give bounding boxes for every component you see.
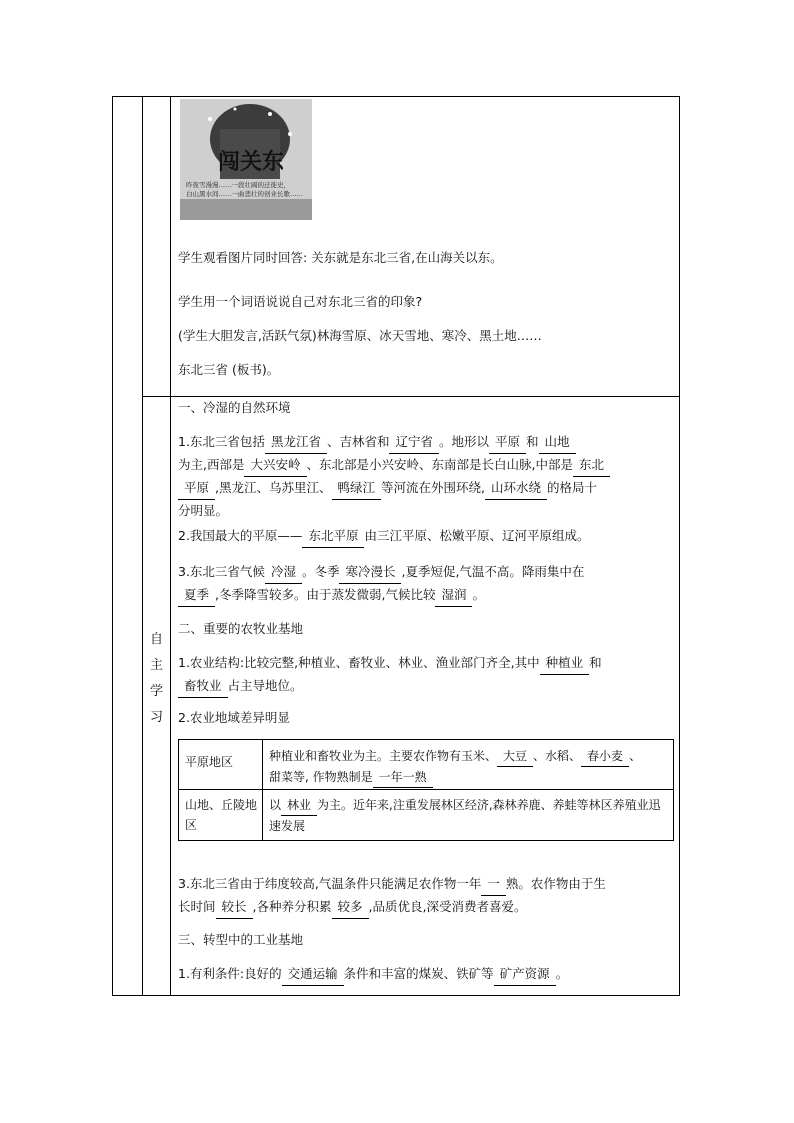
region-desc-plain: 种植业和畜牧业为主。主要农作物有玉米、 大豆 、水稻、 春小麦 、 甜菜等, 作物熟制是 一年一熟: [262, 740, 673, 789]
lesson-table: [112, 96, 680, 996]
section-2-title: 二、重要的农牧业基地: [178, 621, 304, 636]
section-1-para-2: 2.我国最大的平原—— 东北平原 由三江平原、松嫩平原、辽河平原组成。: [178, 525, 674, 548]
section-3-title: 三、转型中的工业基地: [178, 932, 304, 947]
section-2-para-2: 2.农业地域差异明显: [178, 710, 290, 725]
poster-caption: 白山黑水间……一曲悲壮的创业长歌……: [186, 190, 303, 198]
poster-image: [180, 99, 312, 220]
region-label-hill: 山地、丘陵地区: [185, 798, 258, 832]
region-desc-hill: 以 林业 为主。近年来,注重发展林区经济,森林养鹿、养蛙等林区养殖业迅速发展: [262, 789, 673, 840]
agriculture-region-table: [178, 739, 674, 841]
section-1-para-3: 3.东北三省气候 冷湿 。冬季 寒冷漫长 ,夏季短促,气温不高。降雨集中在 夏季 ,冬季降雪较多。由于蒸发微弱,气候比较 湿润 。: [178, 561, 674, 607]
intro-line-1: 学生观看图片同时回答: 关东就是东北三省,在山海关以东。: [178, 250, 503, 265]
side-label: 自 主 学 习: [149, 632, 163, 725]
intro-line-3: (学生大胆发言,活跃气氛)林海雪原、冰天雪地、寒冷、黑土地……: [178, 328, 542, 343]
column-divider: [142, 97, 143, 995]
section-3-para-1: 1.有利条件:良好的 交通运输 条件和丰富的煤炭、铁矿等 矿产资源 。: [178, 963, 674, 986]
section-2-para-1: 1.农业结构:比较完整,种植业、畜牧业、林业、渔业部门齐全,其中 种植业 和 畜牧业 占主导地位。: [178, 652, 674, 698]
poster-caption: 昨夜雪漫漫……一段壮阔的迁徙史，: [186, 181, 290, 189]
section-1-title: 一、冷湿的自然环境: [178, 400, 291, 415]
poster-title: 闯关东: [218, 149, 285, 175]
section-1-para-1: 1.东北三省包括 黑龙江省 、吉林省和 辽宁省 。地形以 平原 和 山地 为主,西部是 大兴安岭 、东北部是小兴安岭、东南部是长白山脉,中部是 东北 平原 ,黑龙江、乌苏里江、 鸭绿江 等河流在外围环绕, 山环水绕 的格局十 分明显。: [178, 431, 674, 522]
intro-line-4: 东北三省 (板书)。: [178, 362, 280, 377]
intro-line-2: 学生用一个词语说说自己对东北三省的印象?: [178, 294, 423, 309]
column-divider: [170, 97, 171, 995]
region-label-plain: 平原地区: [185, 755, 234, 769]
section-2-para-3: 3.东北三省由于纬度较高,气温条件只能满足农作物一年 一 熟。农作物由于生 长时间 较长 ,各种养分积累 较多 ,品质优良,深受消费者喜爱。: [178, 873, 674, 919]
